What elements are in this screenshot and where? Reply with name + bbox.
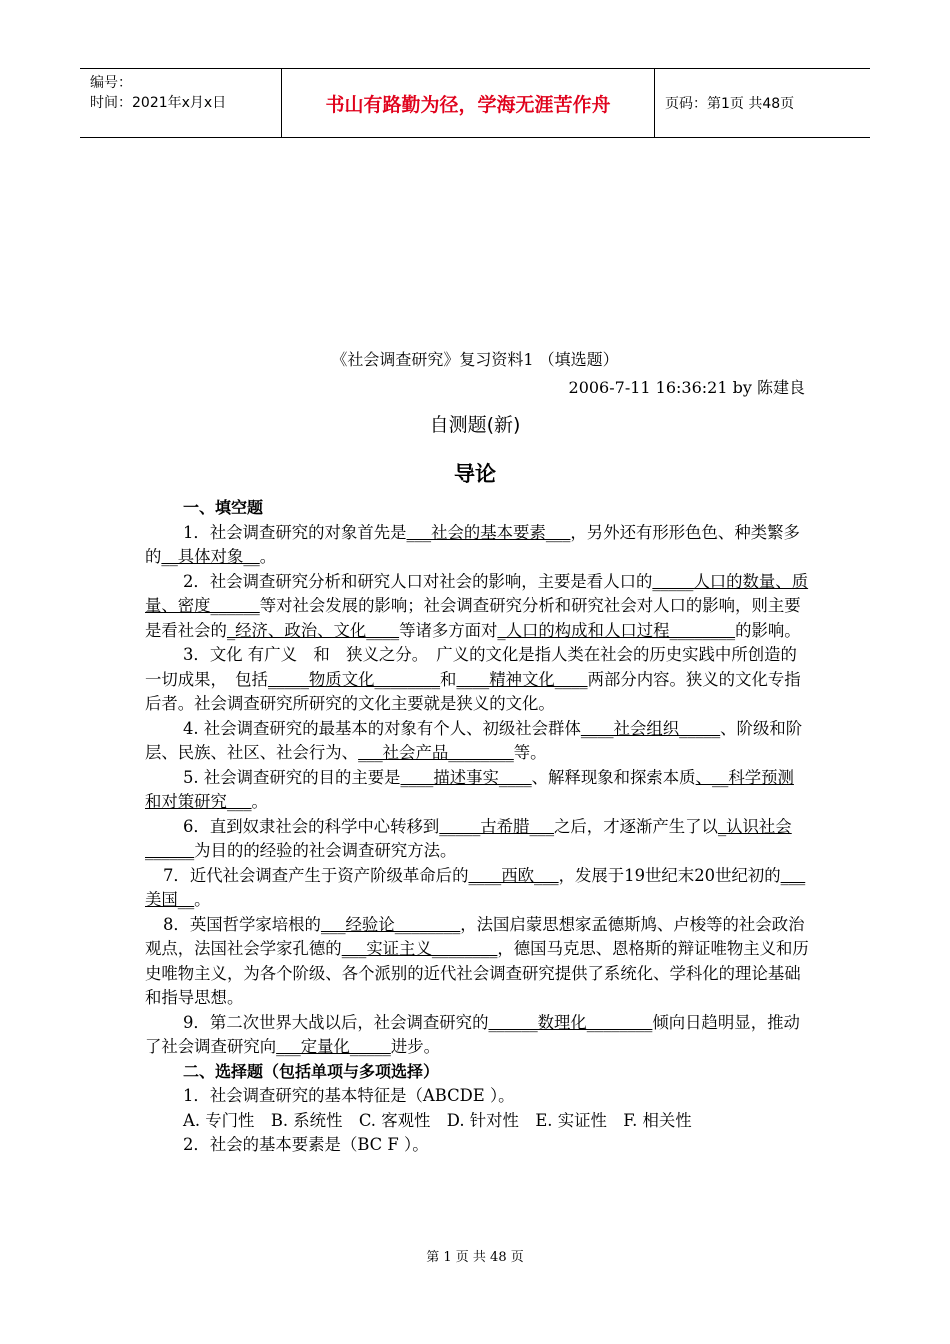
- q4-text-2: 、阶级和阶层、民族、社区、社会行为、: [145, 718, 803, 762]
- q2-answer-1: _____人口的数量、质量、密度______: [145, 571, 809, 615]
- q7-answer-2: ___美国__: [145, 865, 806, 909]
- q9-answer-2: ___定量化_____: [276, 1037, 391, 1056]
- choice-question-1: 1．社会调查研究的基本特征是（ABCDE ）。: [183, 1086, 515, 1105]
- q8-answer-2: ___实证主义________: [341, 939, 498, 958]
- choice-question-2: 2．社会的基本要素是（BC F ）。: [183, 1135, 429, 1154]
- q6-answer-2: _认识社会______: [145, 816, 792, 860]
- number-label: 编号：: [90, 75, 132, 91]
- document-title: 《社会调查研究》复习资料1 （填选题）: [331, 350, 619, 369]
- header-page-info: 页码：第1页 共48页: [665, 96, 795, 112]
- q9-text-2: 倾向日趋明显，推动了社会调查研究向: [145, 1012, 800, 1056]
- q7-text: 7．近代社会调查产生于资产阶级革命后的: [163, 865, 469, 885]
- section-fill-blank: 一、填空题: [183, 498, 264, 517]
- q3-answer-2: ____精神文化____: [456, 669, 588, 689]
- q9-text: 9．第二次世界大战以后，社会调查研究的: [183, 1012, 489, 1032]
- q1-answer-1: ___社会的基本要素___: [406, 522, 571, 542]
- q2-answer-2: _经济、政治、文化____: [226, 620, 400, 640]
- header-meta: [80, 69, 282, 137]
- q6-text-2: 之后，才逐渐产生了以: [554, 816, 718, 836]
- question-2: [145, 570, 810, 644]
- q1-text: 1．社会调查研究的对象首先是: [183, 522, 407, 542]
- heading-self-test: 自测题(新): [429, 414, 521, 436]
- q6-end: 为目的的经验的社会调查研究方法。: [194, 841, 457, 860]
- q4-end: 等。: [513, 743, 547, 762]
- q6-answer-1: _____古希腊___: [439, 816, 555, 836]
- q5-text: 5. 社会调查研究的目的主要是: [183, 767, 401, 787]
- q2-text-3: 等诸多方面对: [399, 620, 498, 640]
- question-7: [145, 864, 810, 913]
- question-5: [145, 766, 810, 815]
- q7-end: 。: [194, 890, 211, 909]
- heading-intro: 导论: [454, 462, 496, 486]
- q2-text: 2．社会调查研究分析和研究人口对社会的影响，主要是看人口的: [183, 571, 653, 591]
- question-1: [145, 521, 810, 570]
- q4-answer-1: ____社会组织_____: [580, 718, 721, 738]
- question-6: [145, 815, 810, 864]
- question-3: [145, 643, 810, 717]
- q8-text-2: ，法国启蒙思想家孟德斯鸠、卢梭等的社会政治观点，法国社会学家孔德的: [145, 914, 805, 958]
- q2-answer-3: _人口的构成和人口过程________: [497, 620, 736, 640]
- section-choice: 二、选择题（包括单项与多项选择）: [183, 1061, 440, 1081]
- q7-text-2: ，发展于19世纪末20世纪初的: [558, 865, 781, 885]
- q8-text: 8．英国哲学家培根的: [163, 914, 321, 934]
- q5-text-2: 、解释现象和探索本质: [531, 767, 696, 787]
- q8-end: ，德国马克思、恩格斯的辩证唯物主义和历史唯物主义，为各个阶级、各个派别的近代社会调查研究提供了系统化、学科化的理论基础和指导思想。: [145, 939, 809, 1007]
- page-header: [80, 68, 870, 138]
- q8-answer-1: ___经验论________: [320, 914, 461, 934]
- q1-end: 。: [259, 547, 277, 566]
- question-4: [145, 717, 810, 766]
- q5-answer-2: 、__科学预测和对策研究___: [145, 767, 794, 811]
- q3-answer-1: _____物质文化________: [267, 669, 441, 689]
- q6-text: 6．直到奴隶社会的科学中心转移到: [183, 816, 440, 836]
- question-9: [145, 1011, 810, 1060]
- q3-end: 两部分内容。狭义的文化专指后者。社会调查研究所研究的文化主要就是狭义的文化。: [145, 669, 801, 713]
- q2-text-2: 等对社会发展的影响；社会调查研究分析和研究社会对人口的影响，则主要是看社会的: [145, 596, 801, 640]
- q3-text-2: 和: [440, 669, 457, 689]
- q4-answer-2: ___社会产品________: [358, 743, 514, 762]
- q9-answer-1: ______数理化________: [488, 1012, 653, 1032]
- document-byline: 2006-7-11 16:36:21 by 陈建良: [568, 378, 805, 397]
- q5-end: 。: [251, 792, 268, 811]
- q5-answer-1: ____描述事实____: [400, 767, 532, 787]
- question-8: [145, 913, 810, 1011]
- q9-end: 进步。: [390, 1037, 441, 1056]
- page-footer: 第 1 页 共 48 页: [426, 1250, 524, 1265]
- q1-answer-2: __具体对象__: [161, 547, 260, 566]
- q1-text-2: ，另外还有形形色色、种类繁多的: [145, 522, 800, 566]
- q4-text: 4. 社会调查研究的最基本的对象有个人、初级社会群体: [183, 718, 581, 738]
- header-motto: 书山有路勤为径，学海无涯苦作舟: [282, 69, 655, 137]
- document-body: [145, 496, 810, 1158]
- time-label: 时间：2021年x月x日: [90, 95, 227, 111]
- q2-end: 的影响。: [735, 620, 801, 640]
- q7-answer-1: ____西欧___: [468, 865, 559, 885]
- q3-text: 3．文化 有广义 和 狭义之分。 广义的文化是指人类在社会的历史实践中所创造的一切成果， 包括: [145, 645, 797, 689]
- choice-1-options: A. 专门性 B. 系统性 C. 客观性 D. 针对性 E. 实证性 F. 相关性: [183, 1110, 692, 1130]
